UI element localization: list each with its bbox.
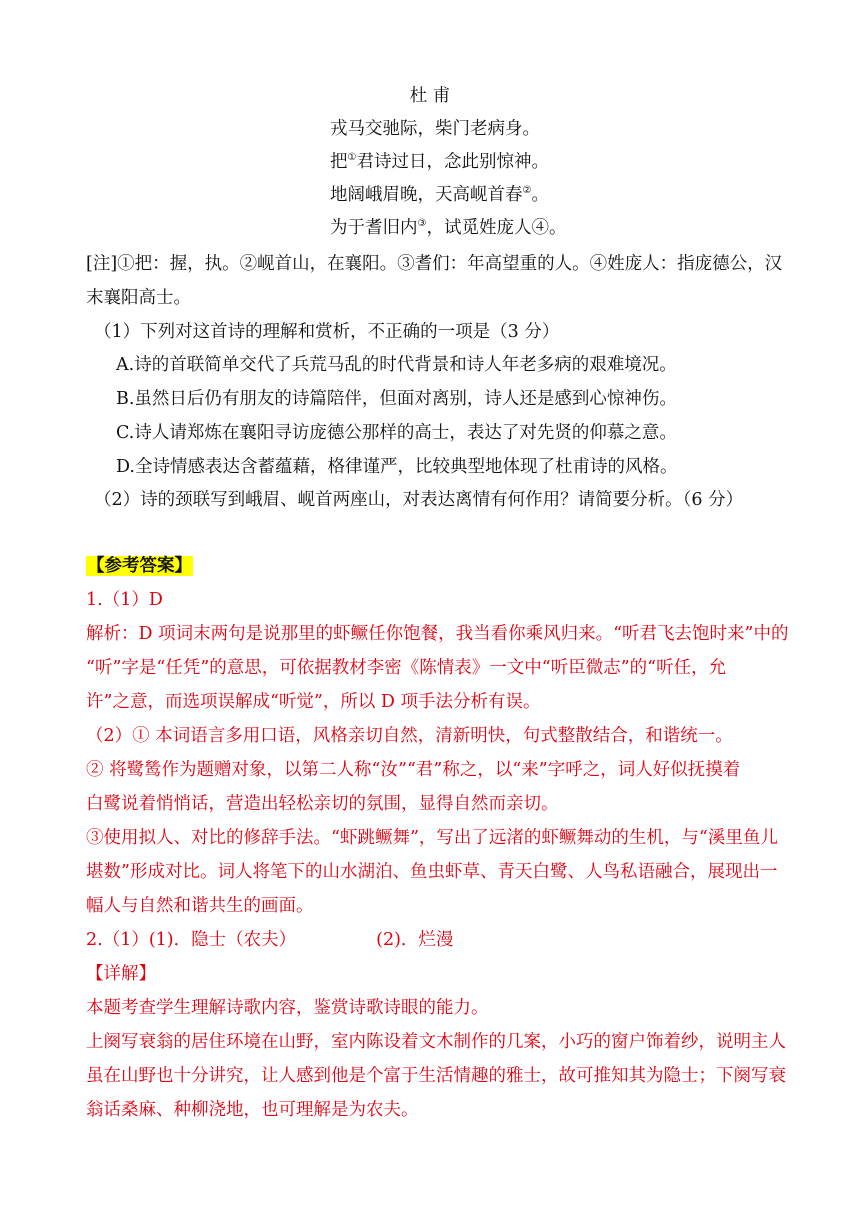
answer-2-part-2: (2)．烂漫 — [376, 930, 454, 950]
poem-line-text: 地阔峨眉晚，天高岘首春 — [330, 185, 523, 205]
answer-line: 堪数”形成对比。词人将笔下的山水湖泊、鱼虫虾草、青天白鹭、人鸟私语融合，展现出一 — [86, 862, 778, 882]
note-line: 末襄阳高士。 — [86, 288, 191, 308]
detail-line: 本题考查学生理解诗歌内容，鉴赏诗歌诗眼的能力。 — [86, 998, 489, 1018]
answer-header — [86, 554, 786, 578]
footnote-mark: ① — [347, 152, 357, 164]
detail-header: 【详解】 — [86, 964, 156, 984]
answer-line: 1.（1）D — [86, 590, 163, 610]
poem-line-text: 。 — [531, 185, 549, 205]
note-line: [注]①把：握，执。②岘首山，在襄阳。③耆们：年高望重的人。④姓庞人：指庞德公，汉 — [86, 254, 783, 274]
poem-author: 杜 甫 — [409, 86, 451, 106]
detail-line: 翁话桑麻、种柳浇地，也可理解是为农夫。 — [86, 1100, 419, 1120]
detail-line: 虽在山野也十分讲究，让人感到他是个富于生活情趣的雅士，故可推知其为隐士；下阕写衰 — [86, 1066, 786, 1086]
poem-line-text: ，试觅姓庞人④。 — [426, 218, 567, 238]
answer-line: ② 将鹭鸶作为题赠对象，以第二人称“汝”“君”称之，以“来”字呼之，词人好似抚摸着 — [86, 760, 741, 780]
poem-line-text: 把 — [330, 152, 348, 172]
answer-line: （2）① 本词语言多用口语，风格亲切自然，清新明快，句式整散结合，和谐统一。 — [86, 726, 733, 746]
question-1: （1）下列对这首诗的理解和赏析，不正确的一项是（3 分） — [94, 322, 560, 342]
answer-line: 幅人与自然和谐共生的画面。 — [86, 896, 314, 916]
poem-line-3 — [330, 183, 549, 207]
question-2: （2）诗的颈联写到峨眉、岘首两座山，对表达离情有何作用？请简要分析。（6 分） — [94, 490, 744, 510]
poem-line-text: 戎马交驰际，柴门老病身。 — [330, 119, 540, 139]
option-a: A.诗的首联简单交代了兵荒马乱的时代背景和诗人年老多病的艰难境况。 — [116, 355, 677, 375]
footnote-mark: ② — [522, 185, 532, 197]
footnote-mark: ③ — [417, 218, 427, 230]
answer-line: 许”之意，而选项误解成“听觉”，所以 D 项手法分析有误。 — [86, 692, 541, 712]
poem-line-2 — [330, 150, 549, 174]
option-d: D.全诗情感表达含蓄蕴藉，格律谨严，比较典型地体现了杜甫诗的风格。 — [116, 457, 678, 477]
option-b: B.虽然日后仍有朋友的诗篇陪伴，但面对离别，诗人还是感到心惊神伤。 — [116, 389, 677, 409]
detail-line: 上阕写衰翁的居住环境在山野，室内陈设着文木制作的几案，小巧的窗户饰着纱，说明主人 — [86, 1032, 786, 1052]
option-c: C.诗人请郑炼在襄阳寻访庞德公那样的高士，表达了对先贤的仰慕之意。 — [116, 423, 677, 443]
answer-header-label: 【参考答案】 — [87, 556, 192, 576]
poem-line-4 — [330, 216, 566, 240]
poem-line-text: 君诗过日，念此别惊神。 — [356, 152, 549, 172]
poem-line-1 — [330, 117, 540, 141]
answer-line: 白鹭说着悄悄话，营造出轻松亲切的氛围，显得自然而亲切。 — [86, 794, 559, 814]
answer-2-part-1: 2.（1）(1)．隐士（农夫） — [86, 930, 297, 950]
answer-line: “听”字是“任凭”的意思，可依据教材李密《陈情表》一文中“听臣微志”的“听任，允 — [86, 658, 727, 678]
answer-2-line — [86, 928, 786, 952]
answer-line: ③使用拟人、对比的修辞手法。“虾跳鳜舞”，写出了远渚的虾鳜舞动的生机，与“溪里鱼儿 — [86, 828, 778, 848]
poem-line-text: 为于耆旧内 — [330, 218, 418, 238]
answer-line: 解析：D 项词末两句是说那里的虾鳜任你饱餐，我当看你乘风归来。“听君飞去饱时来”中的 — [86, 624, 789, 644]
